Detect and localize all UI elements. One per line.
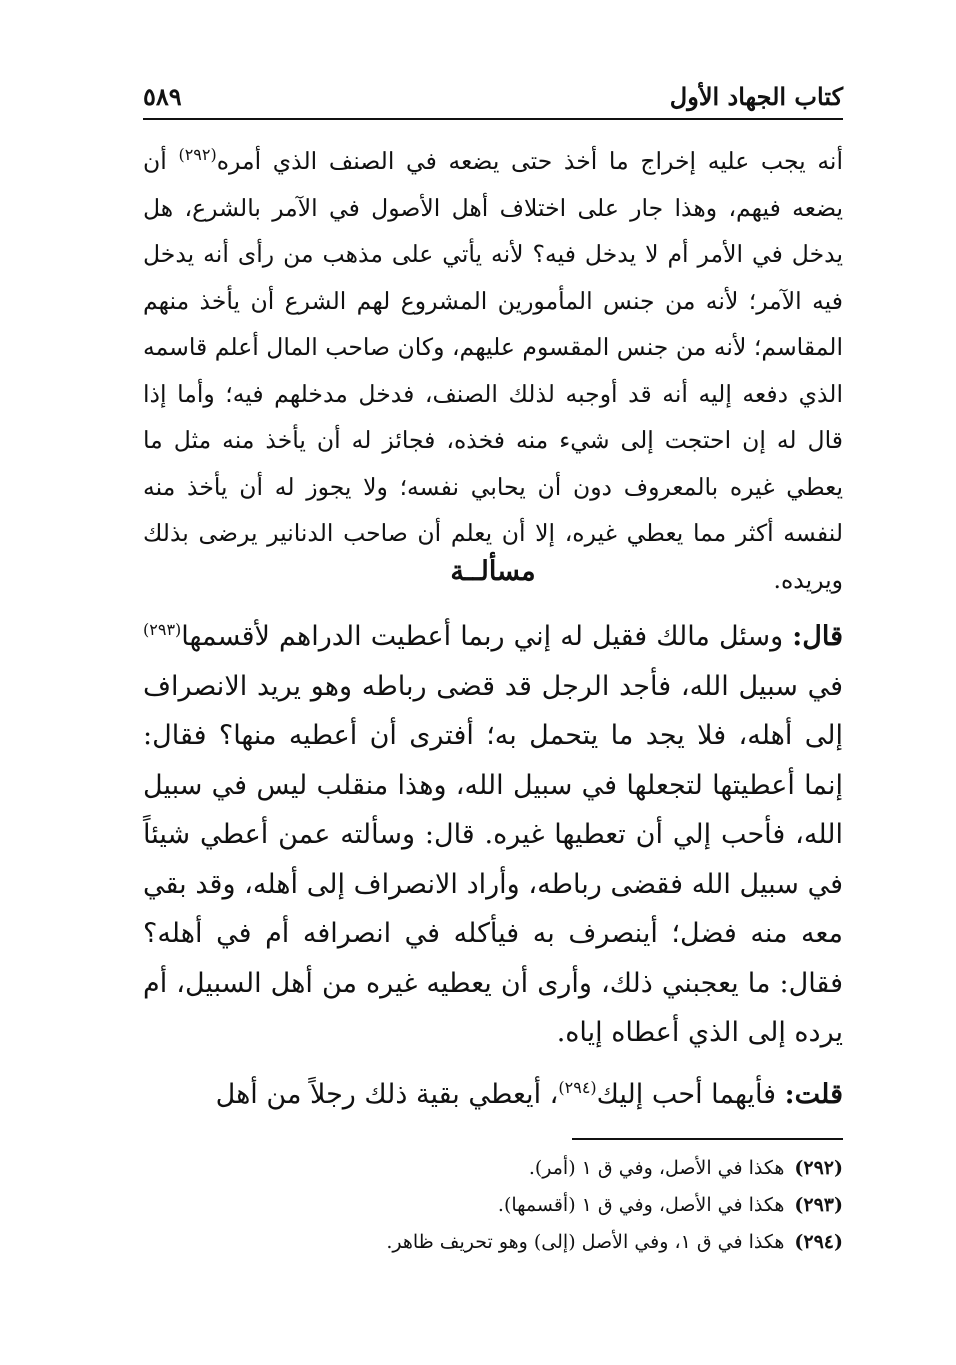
footnote-293 bbox=[143, 1187, 843, 1224]
paragraph-1-text-b: أن يضعه فيهم، وهذا جار على اختلاف أهل الأصول في الآمر بالشرع، هل يدخل في الأمر أم لا يدخل فيه؟ لأنه يأتي على مذهب من رأى أنه يدخل فيه الآمر؛ لأنه من جنس المأمورين المشروع لهم الشرع أن يأخذ منهم المقاسم؛ لأنه من جنس المقسوم عليهم، وكان صاحب المال أعلم قاسمه الذي دفعه إليه أنه قد أوجبه لذلك الصنف، فدخل مدخلهم فيه؛ وأما إذا قال له إن احتجت إلى شيء منه فخذه، فجائز له أن يأخذ منه مثل ما يعطي غيره بالمعروف دون أن يحابي نفسه؛ ولا يجوز له أن يأخذ منه لنفسه أكثر مما يعطي غيره، إلا أن يعلم أن صاحب الدنانير يرضى بذلك ويريده. bbox=[143, 147, 843, 594]
paragraph-1-text-a: أنه يجب عليه إخراج ما أخذ حتى يضعه في الصنف الذي أمره bbox=[216, 147, 843, 175]
page-number: ٥٨٩ bbox=[143, 82, 182, 111]
footnote-text: هكذا في ق ١، وفي الأصل (إلى) وهو تحريف ظاهر. bbox=[386, 1231, 785, 1253]
section-title: مسألــة bbox=[450, 556, 536, 587]
header-rule bbox=[143, 118, 843, 120]
paragraph-2-lead: قال: bbox=[792, 621, 843, 652]
page-header bbox=[143, 78, 843, 118]
paragraph-3-text-b: ، أيعطي بقية ذلك رجلاً من أهل bbox=[215, 1079, 559, 1110]
paragraph-2-text-a: وسئل مالك فقيل له إني ربما أعطيت الدراهم لأقسمها bbox=[181, 621, 793, 652]
paragraph-2 bbox=[143, 612, 843, 1058]
paragraph-3-lead: قلت: bbox=[784, 1079, 843, 1110]
footnote-text: هكذا في الأصل، وفي ق ١ (أقسمها). bbox=[497, 1194, 785, 1216]
footnote-292 bbox=[143, 1150, 843, 1187]
paragraph-3 bbox=[143, 1070, 843, 1120]
paragraph-1 bbox=[143, 138, 843, 603]
footnote-ref-292: (٢٩٢) bbox=[178, 145, 217, 165]
paragraph-2-text-b: في سبيل الله، فأجد الرجل قد قضى رباطه وهو يريد الانصراف إلى أهله، فلا يجد ما يتحمل به؛ أفترى أن أعطيه منها؟ فقال: إنما أعطيتها لتجعلها في سبيل الله، وهذا منقلب ليس في سبيل الله، فأحب إلي أن تعطيها غيره. قال: وسألته عمن أعطي شيئاً في سبيل الله فقضى رباطه، وأراد الانصراف إلى أهله، وقد بقي معه منه فضل؛ أينصرف به فيأكله في انصرافه أم في أهله؟ فقال: ما يعجبني ذلك، وأرى أن يعطيه غيره من أهل السبيل، أم يرده إلى الذي أعطاه إياه. bbox=[143, 670, 843, 1048]
paragraph-3-text-a: فأيهما أحب إليك bbox=[596, 1079, 785, 1110]
footnote-number: (٢٩٢) bbox=[794, 1157, 843, 1179]
footnotes bbox=[143, 1150, 843, 1261]
footnote-rule bbox=[572, 1138, 843, 1140]
footnote-text: هكذا في الأصل، وفي ق ١ (أمر). bbox=[528, 1157, 785, 1179]
footnote-number: (٢٩٣) bbox=[794, 1194, 843, 1216]
footnote-ref-293: (٢٩٣) bbox=[143, 620, 182, 639]
footnote-ref-294: (٢٩٤) bbox=[558, 1078, 597, 1097]
footnote-294 bbox=[143, 1224, 843, 1261]
book-title: كتاب الجهاد الأول bbox=[669, 82, 843, 111]
footnote-number: (٢٩٤) bbox=[794, 1231, 843, 1253]
